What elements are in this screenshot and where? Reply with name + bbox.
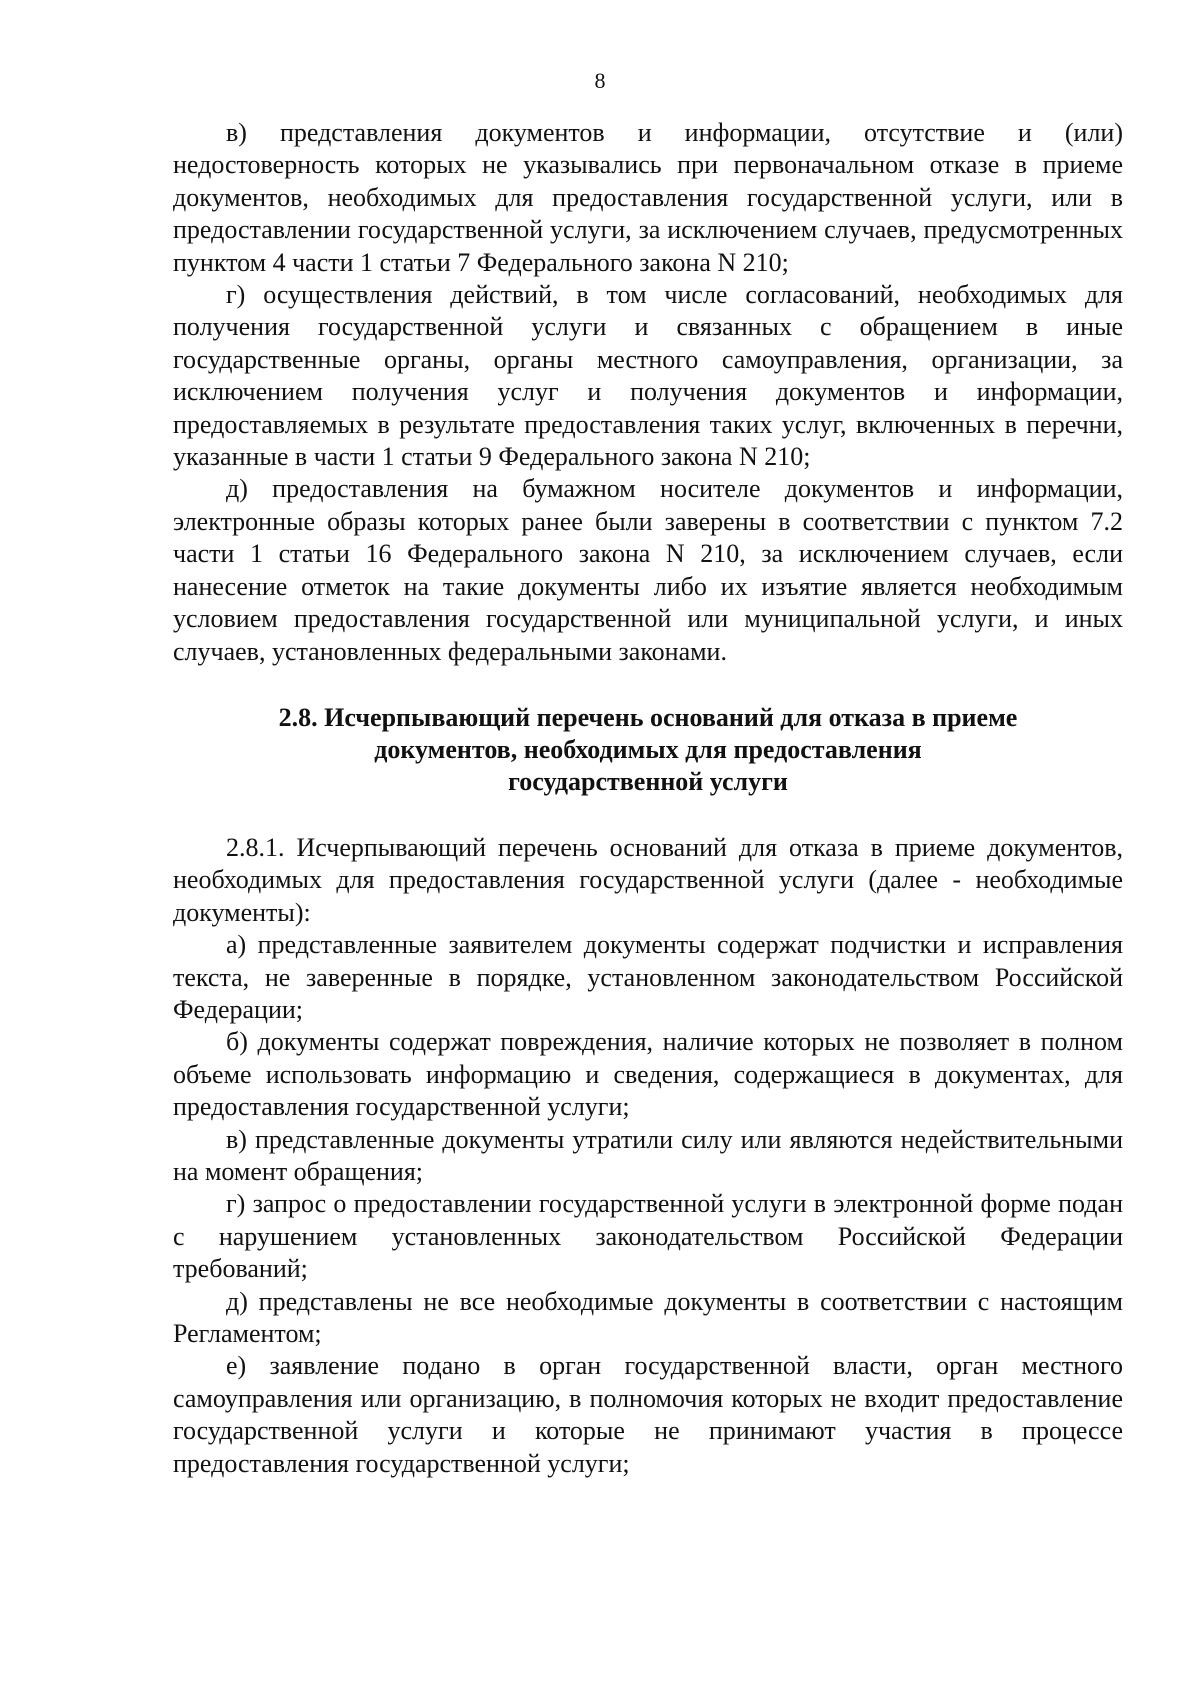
document-body <box>173 117 1123 1480</box>
paragraph-item-g: г) осуществления действий, в том числе согласований, необходимых для получения государственной услуги и связанных с обращением в иные государственные органы, органы местного самоуправления, организации, за исключением получения услуг и получения документов и информации, предоставляемых в результате предоставления таких услуг, включенных в перечни, указанные в части 1 статьи 9 Федерального закона N 210; <box>173 280 1123 472</box>
paragraph-ground-b: б) документы содержат повреждения, наличие которых не позволяет в полном объеме использовать информацию и сведения, содержащиеся в документах, для предоставления государственной услуги; <box>173 1027 1123 1122</box>
paragraph-ground-e: е) заявление подано в орган государственной власти, орган местного самоуправления или организацию, в полномочия которых не входит предоставление государственной услуги и которые не принимают участия в процессе предоставления государственной услуги; <box>173 1351 1123 1478</box>
paragraph-ground-a: а) представленные заявителем документы содержат подчистки и исправления текста, не заверенные в порядке, установленном законодательством Российской Федерации; <box>173 930 1123 1024</box>
page-number: 8 <box>594 68 606 93</box>
section-heading <box>173 702 1123 798</box>
section-heading-line: государственной услуги <box>508 766 788 796</box>
paragraph-2-8-1: 2.8.1. Исчерпывающий перечень оснований для отказа в приеме документов, необходимых для предоставления государственной услуги (далее - необходимые документы): <box>173 832 1123 927</box>
paragraph-ground-g: г) запрос о предоставлении государственной услуги в электронной форме подан с нарушением установленных законодательством Российской Федерации требований; <box>173 1189 1123 1284</box>
paragraph-ground-v: в) представленные документы утратили силу или являются недействительными на момент обращения; <box>173 1124 1123 1186</box>
section-heading-line: документов, необходимых для предоставления <box>374 734 922 764</box>
paragraph-item-d: д) предоставления на бумажном носителе документов и информации, электронные образы которых ранее были заверены в соответствии с пунктом 7.2 части 1 статьи 16 Федерального закона N 210, за исключением случаев, если нанесение отметок на такие документы либо их изъятие является необходимым условием предоставления государственной или муниципальной услуги, и иных случаев, установленных федеральными законами. <box>173 474 1123 666</box>
paragraph-ground-d: д) представлены не все необходимые документы в соответствии с настоящим Регламентом; <box>173 1286 1123 1348</box>
paragraph-item-v: в) представления документов и информации, отсутствие и (или) недостоверность которых не указывались при первоначальном отказе в приеме документов, необходимых для предоставления государственной услуги, или в предоставлении государственной услуги, за исключением случаев, предусмотренных пунктом 4 части 1 статьи 7 Федерального закона N 210; <box>173 118 1123 277</box>
section-heading-line: 2.8. Исчерпывающий перечень оснований для отказа в приеме <box>278 702 1018 732</box>
